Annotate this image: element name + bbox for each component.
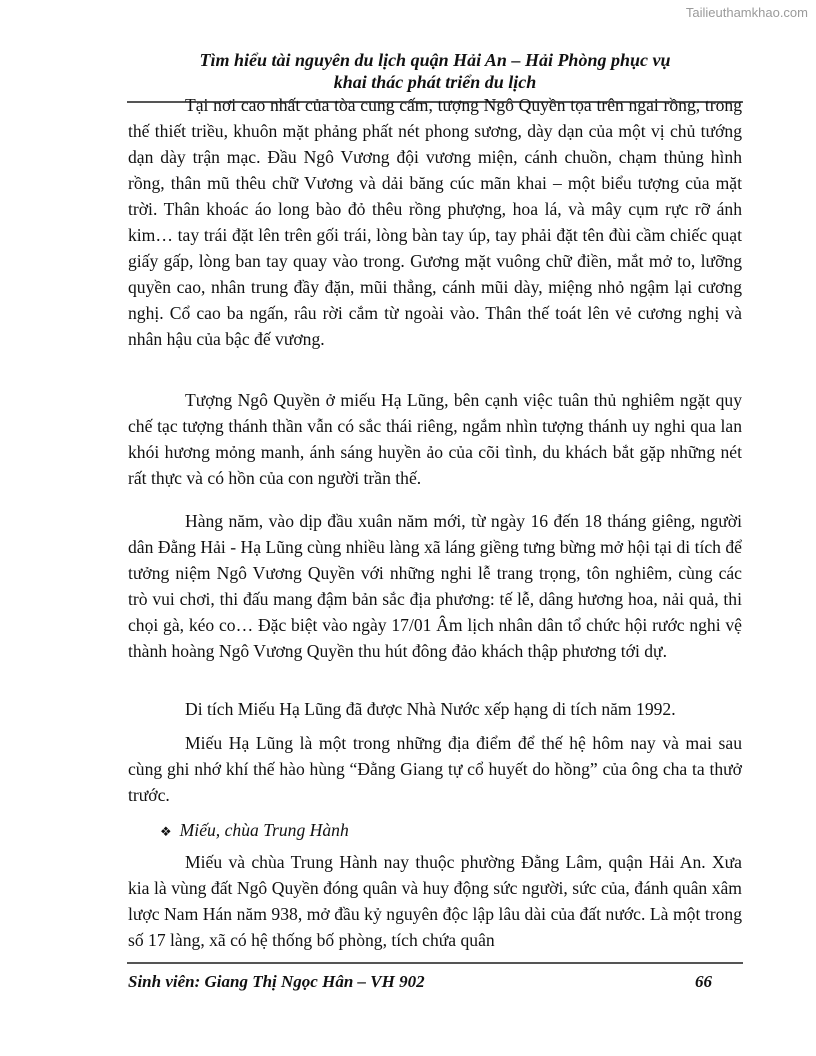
diamond-bullet-icon: ❖ <box>160 824 172 839</box>
page-number: 66 <box>695 972 712 991</box>
watermark: Tailieuthamkhao.com <box>685 5 808 20</box>
paragraph-festival: Hàng năm, vào dịp đầu xuân năm mới, từ ngày 16 đến 18 tháng giêng, người dân Đằng Hải - Hạ Lũng cùng nhiều làng xã láng giềng tưng bừng mở hội tại di tích để tưởng niệm Ngô Vương Quyền với những nghi lễ trang trọng, tôn nghiêm, cùng các trò vui chơi, thi đấu mang đậm bản sắc địa phương: tế lễ, dâng hương hoa, nải quả, thi chọi gà, kéo co… Đặc biệt vào ngày 17/01 Âm lịch nhân dân tổ chức hội rước nghi vệ thành hoàng Ngô Vương Quyền thu hút đông đảo khách thập phương tới dự. <box>128 511 742 661</box>
paragraph-statue-character: Tượng Ngô Quyền ở miếu Hạ Lũng, bên cạnh việc tuân thủ nghiêm ngặt quy chế tạc tượng thánh thần vẫn có sắc thái riêng, ngắm nhìn tượng thánh uy nghi qua lan khói hương mỏng manh, ánh sáng huyền ảo của cõi tình, du khách bắt gặp những nét rất thực và có hồn của con người trần thế. <box>128 390 742 488</box>
footer-author: Sinh viên: Giang Thị Ngọc Hân – VH 902 <box>128 972 425 991</box>
footer-rule <box>127 962 743 964</box>
section-heading <box>160 817 349 845</box>
paragraph-ranking: Di tích Miếu Hạ Lũng đã được Nhà Nước xếp hạng di tích năm 1992. <box>185 699 676 719</box>
paragraph-statue-description: Tại nơi cao nhất của tòa cung cấm, tượng Ngô Quyền tọa trên ngai rồng, trong thế thiết triều, khuôn mặt phảng phất nét phong sương, dày dạn của một vị chủ tướng dạn dày trận mạc. Đầu Ngô Vương đội vương miện, cánh chuồn, chạm thủng hình rồng, thân mũ thêu chữ Vương và dải băng cúc mãn khai – một biểu tượng của mặt trời. Thân khoác áo long bào đỏ thêu rồng phượng, hoa lá, và mây cụm rực rỡ ánh kim… tay trái đặt lên trên gối trái, lòng bàn tay úp, tay phải đặt tên đùi cầm chiếc quạt giấy gấp, lòng ban tay quay vào trong. Gương mặt vuông chữ điền, mắt mở to, lưỡng quyền cao, nhân trung đầy đặn, mũi thẳng, cánh mũi dày, miệng nhỏ ngậm lại cương nghị. Cổ cao ba ngấn, râu rời cắm từ ngoài vào. Thân thế toát lên vẻ cương nghị và nhân hậu của bậc đế vương. <box>128 95 742 349</box>
page-footer <box>128 972 742 992</box>
paragraph-trung-hanh: Miếu và chùa Trung Hành nay thuộc phường Đằng Lâm, quận Hải An. Xưa kia là vùng đất Ngô Quyền đóng quân và huy động sức người, sức của, đánh quân xâm lược Nam Hán năm 938, mở đầu kỷ nguyên độc lập lâu dài của đất nước. Là một trong số 17 làng, xã có hệ thống bố phòng, tích chứa quân <box>128 852 742 950</box>
paragraph-significance: Miếu Hạ Lũng là một trong những địa điểm để thế hệ hôm nay và mai sau cùng ghi nhớ khí thế hào hùng “Đằng Giang tự cổ huyết do hồng” của ông cha ta thưở trước. <box>128 733 742 805</box>
running-header <box>128 49 742 93</box>
header-title-line1: Tìm hiểu tài nguyên du lịch quận Hải An – Hải Phòng phục vụ <box>199 50 671 70</box>
header-title-line2: khai thác phát triển du lịch <box>333 72 537 92</box>
section-heading-text: Miếu, chùa Trung Hành <box>179 820 349 840</box>
